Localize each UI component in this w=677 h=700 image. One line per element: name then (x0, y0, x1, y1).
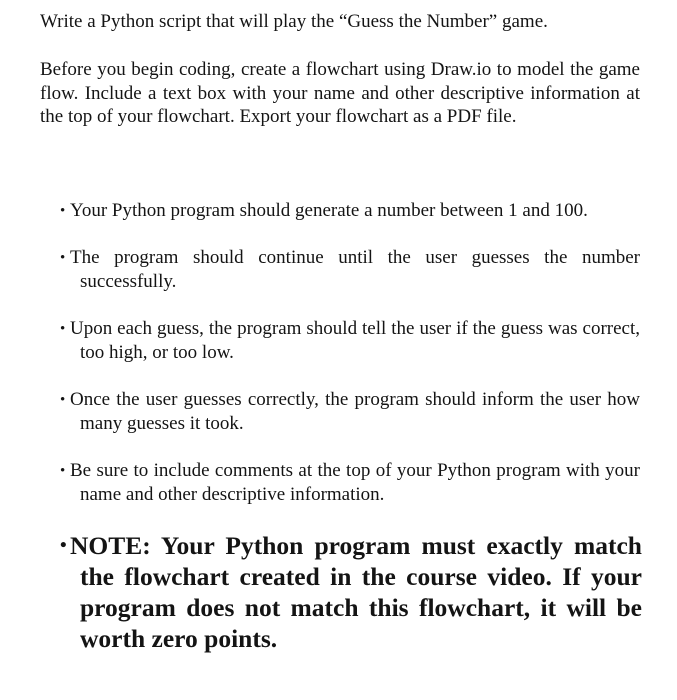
intro-paragraph: Write a Python script that will play the “Guess the Number” game. (40, 11, 548, 32)
bullet-icon: • (60, 203, 66, 219)
note-text: NOTE: Your Python program must exactly match the flowchart created in the course video. If your program does not match this flowchart, it will be worth zero points. (70, 531, 642, 653)
list-item (60, 459, 640, 507)
bullet-icon: • (60, 392, 66, 408)
flowchart-instructions-paragraph: Before you begin coding, create a flowchart using Draw.io to model the game flow. Include a text box with your name and other descriptive information at the top of your flowchart. Export your flowchart as a PDF file. (40, 59, 640, 127)
bullet-icon: • (60, 250, 66, 266)
list-item (60, 246, 640, 294)
bullet-icon: • (60, 463, 66, 479)
bullet-icon: • (60, 535, 67, 556)
bullet-icon: • (60, 321, 66, 337)
list-item (60, 388, 640, 436)
list-item (60, 199, 640, 223)
list-item (60, 317, 640, 365)
list-item-text: Once the user guesses correctly, the program should inform the user how many guesses it took. (70, 389, 640, 434)
list-item-text: Upon each guess, the program should tell the user if the guess was correct, too high, or too low. (70, 318, 640, 363)
list-item-text: The program should continue until the user guesses the number successfully. (70, 247, 640, 292)
note-callout (60, 530, 642, 654)
list-item-text: Your Python program should generate a number between 1 and 100. (70, 200, 588, 221)
list-item-text: Be sure to include comments at the top of your Python program with your name and other descriptive information. (70, 460, 640, 505)
